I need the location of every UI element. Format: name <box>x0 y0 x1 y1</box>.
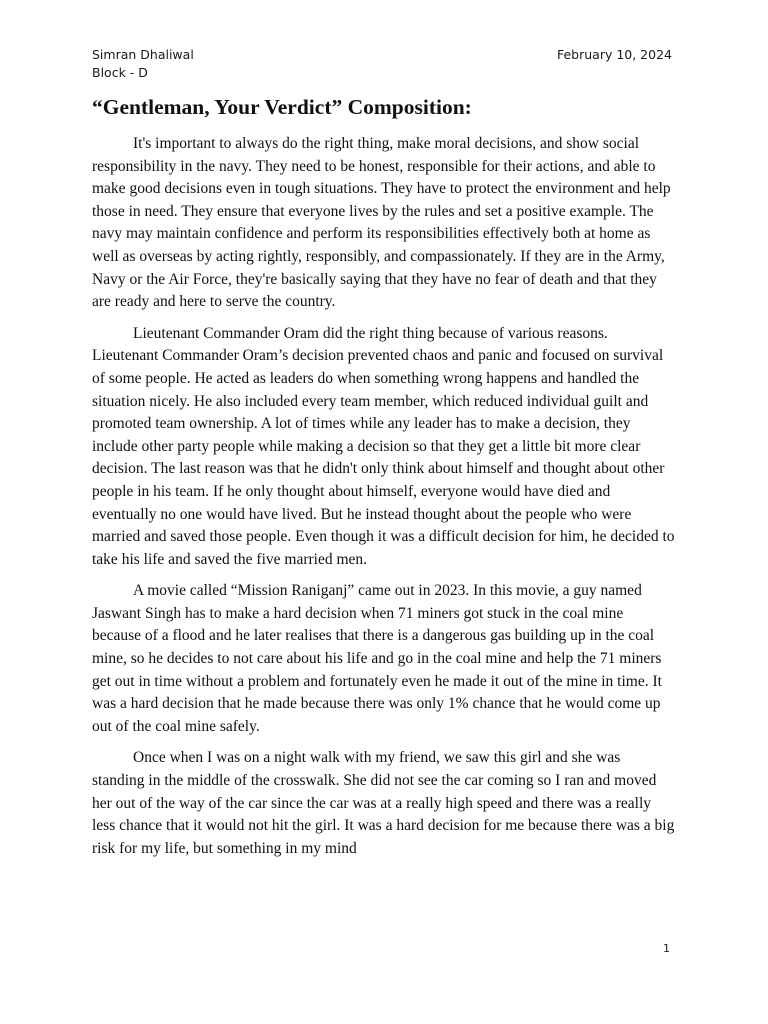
block-label: Block - D <box>92 65 148 80</box>
paragraph-2: Lieutenant Commander Oram did the right thing because of various reasons. Lieutenant Commander Oram’s decision prevented chaos and panic and focused on survival of some people. He acted as leaders do when something wrong happens and handled the situation nicely. He also included every team member, which reduced individual guilt and promoted team ownership. A lot of times while any leader has to make a decision, they include other party people while making a decision so that they get a little bit more clear decision. The last reason was that he didn't only think about himself and thought about other people in his team. If he only thought about himself, everyone would have died and eventually no one would have lived. But he instead thought about the people who were married and saved those people. Even though it was a difficult decision for him, he decided to take his life and saved the five married men. <box>92 324 675 568</box>
paragraph-3: A movie called “Mission Raniganj” came out in 2023. In this movie, a guy named Jaswant Singh has to make a hard decision when 71 miners got stuck in the coal mine because of a flood and he later realises that there is a dangerous gas building up in the coal mine, so he decides to not care about his life and go in the coal mine and help the 71 miners get out in time without a problem and fortunately even he made it out of the mine in time. It was a hard decision that he made because there was only 1% chance that he would come up out of the coal mine safely. <box>92 582 662 735</box>
document-body <box>92 133 676 869</box>
document-date: February 10, 2024 <box>556 47 672 62</box>
author-name: Simran Dhaliwal <box>92 47 194 62</box>
header-right <box>557 46 672 64</box>
document-title: “Gentleman, Your Verdict” Composition: <box>92 95 472 119</box>
page-number: 1 <box>663 942 670 955</box>
header-left <box>92 46 194 82</box>
page-header <box>92 46 672 82</box>
paragraph-1: It's important to always do the right thing, make moral decisions, and show social responsibility in the navy. They need to be honest, responsible for their actions, and able to make good decisions even in tough situations. They have to protect the environment and help those in need. They ensure that everyone lives by the rules and set a positive example. The navy may maintain confidence and perform its responsibilities effectively both at home as well as overseas by acting rightly, responsibly, and compassionately. If they are in the Army, Navy or the Air Force, they're basically saying that they have no fear of death and that they are ready and here to serve the country. <box>92 135 671 311</box>
paragraph-4: Once when I was on a night walk with my friend, we saw this girl and she was standing in the middle of the crosswalk. She did not see the car coming so I ran and moved her out of the way of the car since the car was at a really high speed and there was a really less chance that it would not hit the girl. It was a hard decision for me because there was a big risk for my life, but something in my mind <box>92 749 675 857</box>
